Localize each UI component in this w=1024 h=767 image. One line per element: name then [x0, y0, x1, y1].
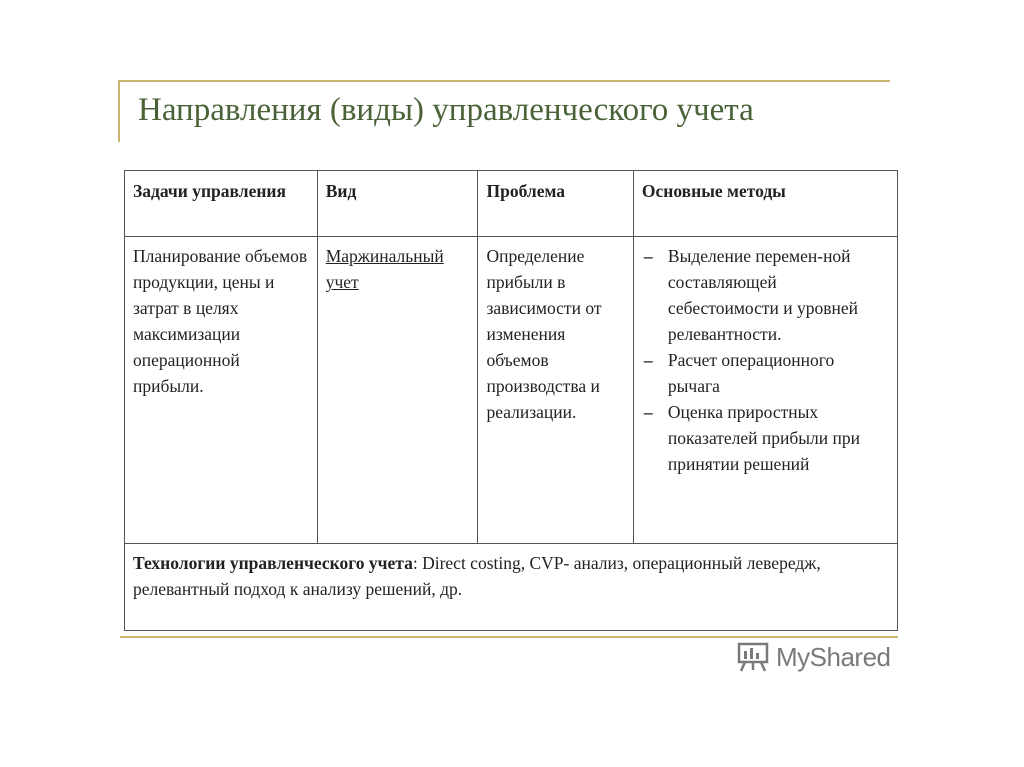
method-text: Оценка приростных показателей прибыли при принятии решений	[667, 402, 861, 474]
cell-technologies	[125, 544, 898, 631]
cell-type	[317, 237, 478, 544]
dash-bullet-icon: –	[643, 246, 653, 266]
list-item	[642, 347, 889, 399]
left-divider	[118, 80, 120, 142]
myshared-logo[interactable]	[736, 640, 891, 674]
header-tasks: Задачи управления	[125, 171, 318, 237]
table-footer-row	[125, 544, 898, 631]
list-item	[642, 399, 889, 477]
technologies-text: : Direct costing, CVP- анализ, операционный левередж, релевантный подход к анализу решений, др.	[133, 553, 821, 599]
method-text: Выделение перемен-ной составляющей себестоимости и уровней релевантности.	[667, 246, 858, 344]
cell-methods	[633, 237, 897, 544]
bottom-divider	[120, 636, 898, 638]
header-methods: Основные методы	[633, 171, 897, 237]
table-header-row	[125, 171, 898, 237]
dash-bullet-icon: –	[643, 402, 653, 422]
list-item	[642, 243, 889, 347]
methods-table	[124, 170, 898, 631]
technologies-label: Технологии управленческого учета	[133, 553, 413, 573]
method-text: Расчет операционного рычага	[667, 350, 835, 396]
table-row	[125, 237, 898, 544]
cell-problem: Определение прибыли в зависимости от изменения объемов производства и реализации.	[478, 237, 633, 544]
cell-task: Планирование объемов продукции, цены и затрат в целях максимизации операционной прибыли.	[125, 237, 318, 544]
slide-title: Направления (виды) управленческого учета	[138, 92, 754, 128]
top-divider	[118, 80, 890, 82]
header-problem: Проблема	[478, 171, 633, 237]
dash-bullet-icon: –	[643, 350, 653, 370]
type-link[interactable]: Маржинальный учет	[325, 246, 444, 292]
logo-text: MyShared	[776, 641, 891, 672]
presentation-board-icon	[736, 640, 770, 674]
methods-list	[642, 243, 889, 477]
header-type: Вид	[317, 171, 478, 237]
